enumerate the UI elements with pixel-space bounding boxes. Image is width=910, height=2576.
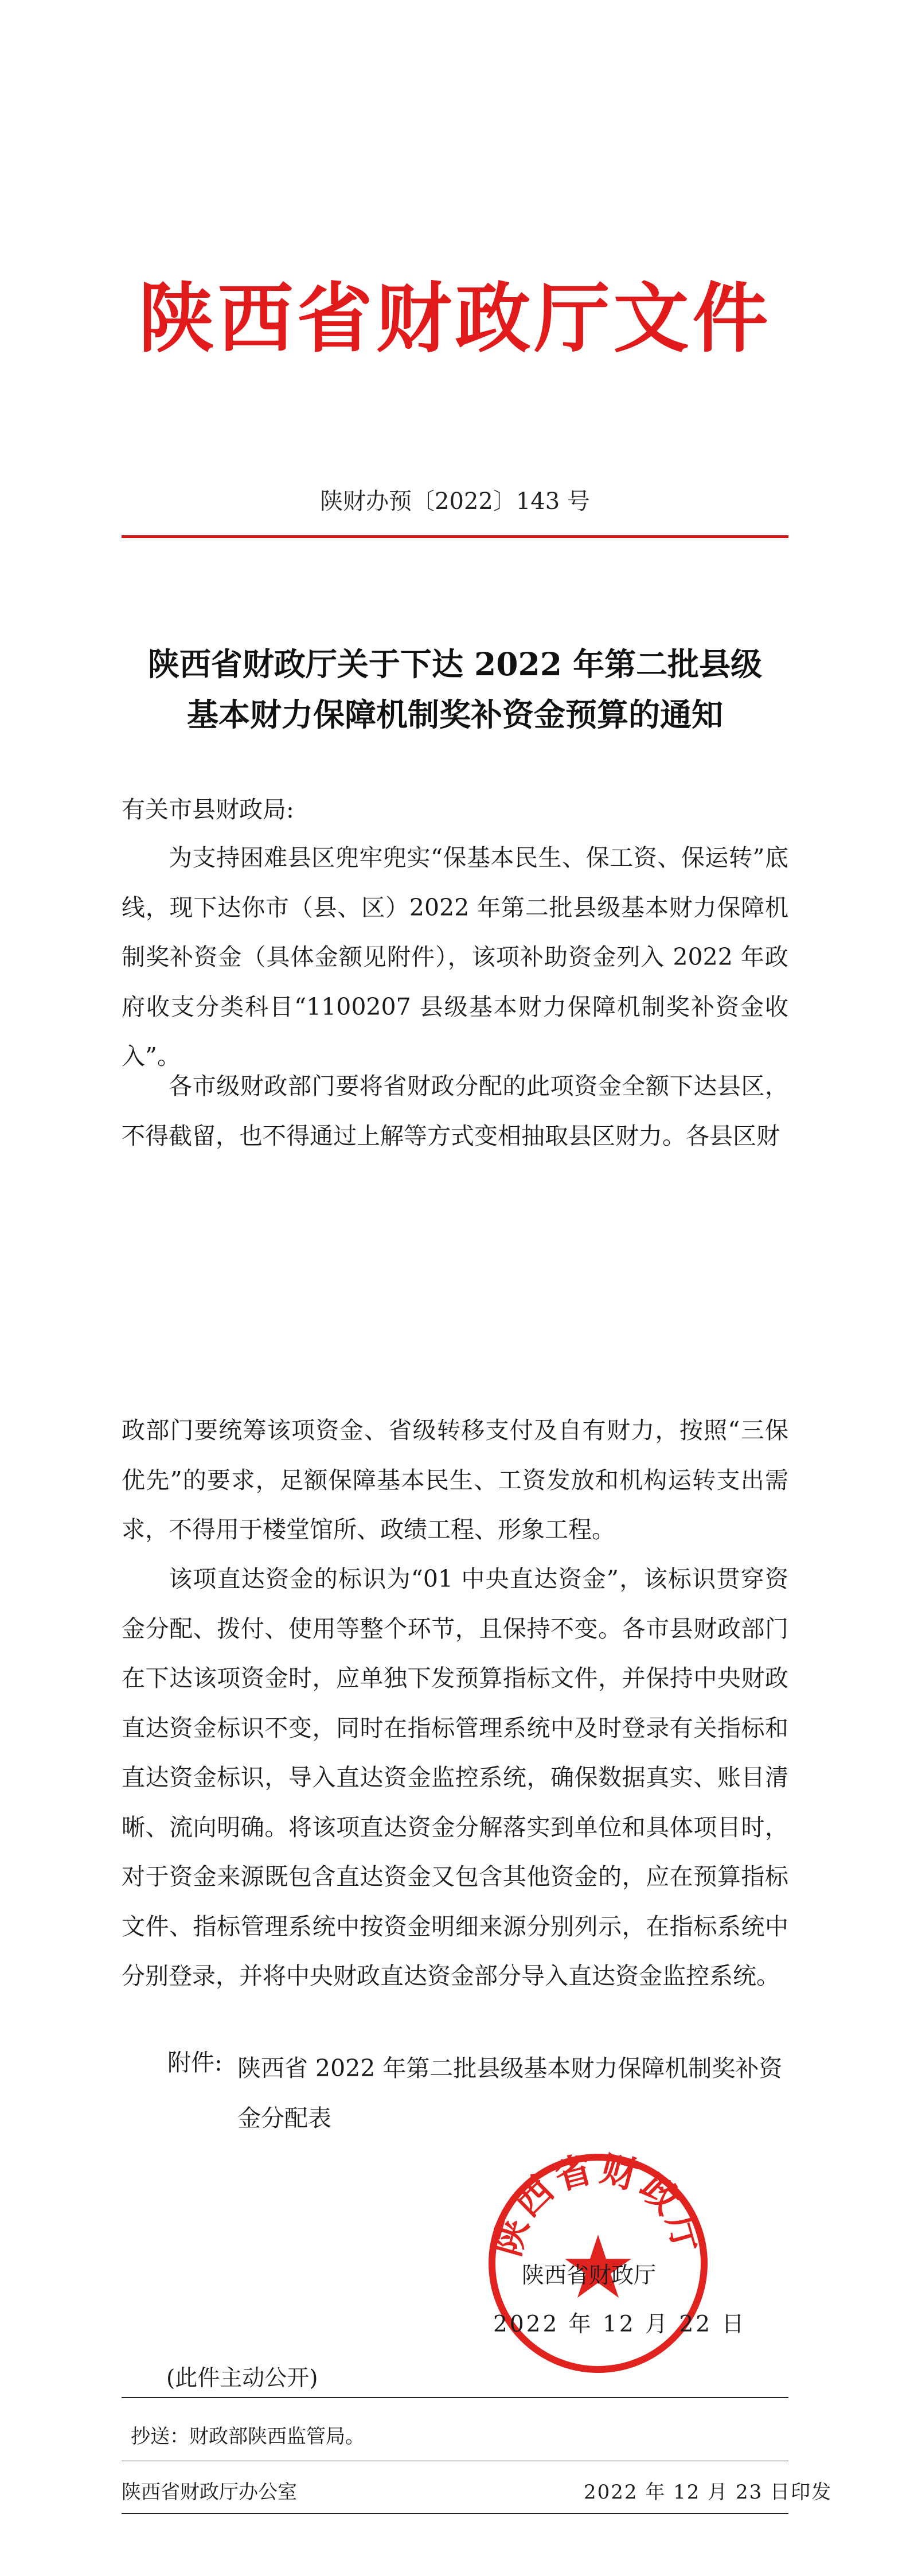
footer-rule-top	[122, 2397, 788, 2398]
print-date: 2022 年 12 月 23 日印发	[584, 2481, 833, 2504]
agency-header-title: 陕西省财政厅文件	[138, 274, 772, 363]
paragraph-purpose: 为支持困难县区兜牢兜实“保基本民生、保工资、保运转”底线，现下达你市（县、区）2022 年第二批县级基本财力保障机制奖补资金（具体金额见附件），该项补助资金列入 2022 年政府收支分类科目“1100207 县级基本财力保障机制奖补资金收入”。	[122, 844, 788, 1070]
document-title-line-2: 基本财力保障机制奖补资金预算的通知	[186, 696, 723, 733]
red-divider	[122, 535, 788, 538]
salutation: 有关市县财政局:	[122, 796, 294, 823]
attachment-label: 附件:	[167, 2049, 222, 2076]
document-title-line-1: 陕西省财政厅关于下达 2022 年第二批县级	[147, 645, 763, 683]
document-number: 陕财办预〔2022〕143 号	[320, 488, 590, 515]
paragraph-city-departments: 各市级财政部门要将省财政分配的此项资金全额下达县区，不得截留，也不得通过上解等方式变相抽取县区财力。各县区财	[122, 1072, 788, 1150]
paragraph-direct-funds: 该项直达资金的标识为“01 中央直达资金”，该标识贯穿资金分配、拨付、使用等整个环节，且保持不变。各市县财政部门在下达该项资金时，应单独下发预算指标文件，并保持中央财政直达资金标识不变，同时在指标管理系统中及时登录有关指标和直达资金标识，导入直达资金监控系统，确保数据真实、账目清晰、流向明确。将该项直达资金分解落实到单位和具体项目时，对于资金来源既包含直达资金又包含其他资金的，应在预算指标文件、指标管理系统中按资金明细来源分别列示，在指标系统中分别登录，并将中央财政直达资金部分导入直达资金监控系统。	[122, 1565, 788, 1990]
issuing-office: 陕西省财政厅办公室	[122, 2481, 297, 2504]
footer-rule-bottom	[122, 2513, 788, 2514]
svg-text:陕西省财政厅: 陕西省财政厅	[485, 2149, 711, 2261]
cc-line: 抄送：财政部陕西监管局。	[131, 2425, 365, 2448]
public-disclosure-note: (此件主动公开)	[166, 2365, 318, 2391]
paragraph-county-departments: 政部门要统筹该项资金、省级转移支付及自有财力，按照“三保优先”的要求，足额保障基本民生、工资发放和机构运转支出需求，不得用于楼堂馆所、政绩工程、形象工程。	[122, 1417, 788, 1543]
signing-organization: 陕西省财政厅	[522, 2263, 657, 2289]
signing-date: 2022 年 12 月 22 日	[493, 2312, 747, 2337]
attachment-title[interactable]: 陕西省 2022 年第二批县级基本财力保障机制奖补资金分配表	[237, 2054, 783, 2132]
